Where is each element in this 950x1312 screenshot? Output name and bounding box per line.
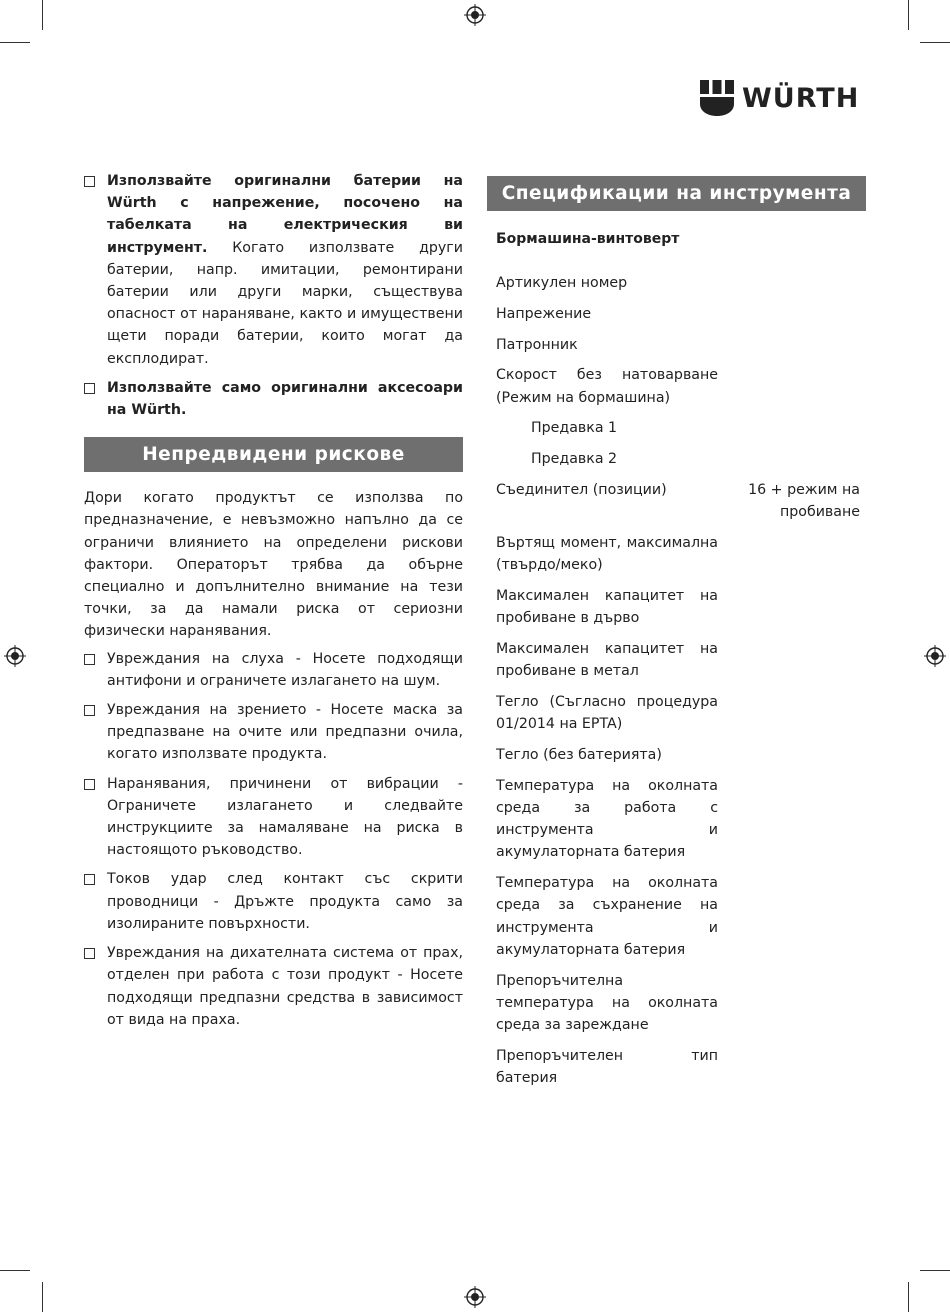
spec-row: [496, 691, 866, 735]
risk-text: Увреждания на зрението - Носете маска за предпазване на очите или предпазни очила, когато използвате продукта.: [107, 702, 463, 763]
spec-value: [720, 448, 860, 470]
spec-label: Температура на околната среда за работа с инструмента и акумулаторната батерия: [496, 777, 718, 861]
spec-label: Тегло (Съгласно процедура 01/2014 на EPTA): [496, 693, 718, 733]
risk-item: [84, 868, 463, 935]
spec-row: [496, 872, 866, 961]
spec-label: Съединител (позиции): [496, 481, 667, 498]
spec-value: [720, 1045, 860, 1089]
spec-value: [720, 532, 860, 576]
warning-text: Когато използвате други батерии, напр. имитации, ремонтирани батерии или други марки, съществува опасност от нараняване, както и имуществени щети поради батерии, които могат да експлодират.: [107, 239, 463, 367]
crop-mark: [42, 1282, 43, 1312]
warning-item: [84, 377, 463, 421]
risk-list: [84, 648, 463, 1031]
risks-intro: Дори когато продуктът се използва по предназначение, е невъзможно напълно да се ограничи влиянието на определени рискови фактори. Операторът трябва да обърне специално и допълнително внимание на тези точки, за да намали риска от сериозни физически наранявания.: [84, 490, 463, 640]
spec-label: Въртящ момент, максимална (твърдо/меко): [496, 534, 718, 574]
spec-row: [496, 334, 866, 356]
risk-text: Наранявания, причинени от вибрации - Ограничете излагането и следвайте инструкциите за намаляване на риска в настоящото ръководство.: [107, 775, 463, 859]
crop-mark: [908, 0, 909, 30]
spec-row: [496, 585, 866, 629]
checkbox-square-icon: [84, 654, 95, 665]
spec-value: [720, 417, 860, 439]
spec-row: [496, 638, 866, 682]
warning-item: [84, 170, 463, 370]
spec-value: [720, 334, 860, 356]
risk-item: [84, 699, 463, 766]
spec-subtitle: Бормашина-винтоверт: [496, 231, 680, 247]
spec-label: Предавка 2: [531, 451, 618, 468]
risk-text: Увреждания на слуха - Носете подходящи антифони и ограничете излагането на шум.: [107, 650, 463, 689]
spec-label: Препоръчителен тип батерия: [496, 1047, 718, 1086]
spec-row: [496, 970, 866, 1037]
spec-table: [496, 272, 866, 1089]
registration-mark-icon: [4, 645, 26, 667]
spec-value: [720, 638, 860, 682]
brand-name: WÜRTH: [742, 82, 860, 114]
risk-text: Токов удар след контакт със скрити проводници - Дръжте продукта само за изолираните повърхности.: [107, 871, 463, 932]
checkbox-square-icon: [84, 705, 95, 716]
spec-value: [720, 303, 860, 325]
checkbox-square-icon: [84, 383, 95, 394]
crop-mark: [0, 1270, 30, 1271]
spec-value: [720, 272, 860, 294]
checkbox-square-icon: [84, 779, 95, 790]
warning-bold-text: Използвайте само оригинални аксесоари на Würth.: [107, 379, 463, 419]
spec-label: Препоръчителна температура на околната среда за зареждане: [496, 972, 718, 1033]
spec-row: [496, 532, 866, 576]
crop-mark: [908, 1282, 909, 1312]
crop-mark: [42, 0, 43, 30]
spec-row: [496, 417, 866, 439]
spec-row: [496, 364, 866, 408]
spec-row: [496, 775, 866, 864]
spec-value: [720, 970, 860, 1037]
spec-value: [720, 872, 860, 961]
spec-value: [720, 585, 860, 629]
spec-label: Максимален капацитет на пробиване в дърво: [496, 587, 718, 627]
spec-value: [720, 775, 860, 864]
spec-value: 16 + режим на пробиване: [748, 481, 860, 521]
spec-value: [720, 744, 860, 766]
spec-row: [496, 303, 866, 325]
right-column: [487, 176, 866, 1098]
spec-row: [496, 1045, 866, 1089]
crop-mark: [920, 1270, 950, 1271]
spec-label: Максимален капацитет на пробиване в метал: [496, 640, 718, 680]
section-title-risks: Непредвидени рискове: [84, 437, 463, 472]
spec-row: [496, 448, 866, 470]
spec-label: Артикулен номер: [496, 275, 628, 291]
spec-value: [720, 364, 860, 408]
risk-text: Увреждания на дихателната система от прах, отделен при работа с този продукт - Носете подходящи предпазни средства в зависимост от вида на праха.: [107, 945, 463, 1028]
checkbox-square-icon: [84, 948, 95, 959]
spec-label: Предавка 1: [531, 420, 618, 437]
spec-label: Патронник: [496, 336, 578, 353]
section-title-specs: Спецификации на инструмента: [487, 176, 866, 211]
risk-item: [84, 773, 463, 862]
spec-label: Температура на околната среда за съхранение на инструмента и акумулаторната батерия: [496, 875, 718, 958]
registration-mark-icon: [464, 1286, 486, 1308]
spec-row: [496, 744, 866, 766]
checkbox-square-icon: [84, 874, 95, 885]
crop-mark: [920, 42, 950, 43]
spec-row: [496, 479, 866, 523]
crop-mark: [0, 42, 30, 43]
wurth-logo-icon: [700, 80, 734, 116]
risk-item: [84, 648, 463, 692]
spec-row: [496, 272, 866, 294]
battery-warnings: [84, 170, 463, 421]
warning-bold-text: Използвайте оригинални батерии на Würth с напрежение, посочено на табелката на електрическия ви инструмент.: [107, 173, 463, 256]
spec-label: Тегло (без батерията): [496, 746, 662, 763]
brand-logo: [700, 80, 859, 116]
spec-label: Напрежение: [496, 305, 592, 322]
checkbox-square-icon: [84, 176, 95, 187]
left-column: [84, 170, 463, 1038]
registration-mark-icon: [464, 4, 486, 26]
registration-mark-icon: [924, 645, 946, 667]
spec-value: [720, 691, 860, 735]
risk-item: [84, 942, 463, 1031]
spec-label: Скорост без натоварване (Режим на бормашина): [496, 367, 718, 406]
